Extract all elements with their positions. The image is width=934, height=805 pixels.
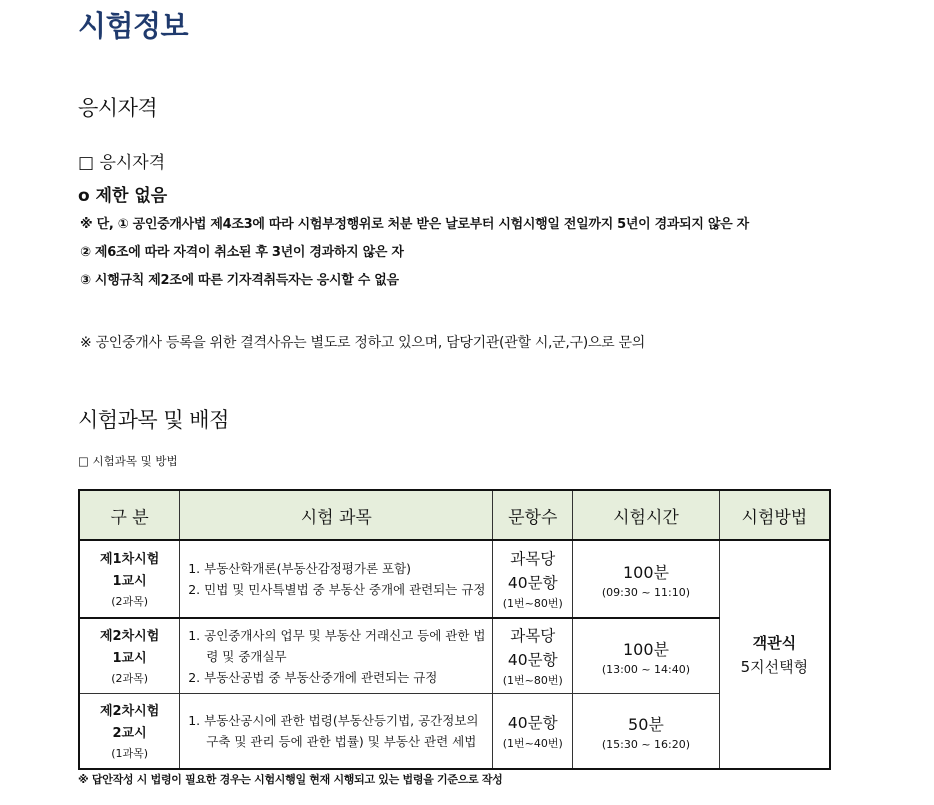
exam-time-cell	[573, 694, 720, 770]
table-row	[79, 694, 830, 770]
stage-label: 제2차시험	[99, 629, 160, 644]
subject-item: 2. 민법 및 민사특별법 중 부동산 중개에 관련되는 규정	[188, 582, 486, 597]
qualification-heading: 응시자격	[78, 96, 158, 120]
registration-note: ※ 공인중개사 등록을 위한 결격사유는 별도로 정하고 있으며, 담당기관(관할 시,군,구)으로 문의	[80, 335, 645, 351]
header-exam-method: 시험방법	[719, 490, 830, 540]
table-row	[79, 540, 830, 618]
subject-item: 1. 공인중개사의 업무 및 부동산 거래신고 등에 관한 법령 및 중개실무	[188, 627, 486, 664]
stage-cell	[79, 540, 180, 618]
exam-subjects-table	[78, 489, 831, 770]
time-range: (09:30 ~ 11:10)	[601, 585, 691, 599]
question-count-cell	[493, 540, 573, 618]
table-footnote: ※ 답안작성 시 법령이 필요한 경우는 시험시행일 현재 시행되고 있는 법령을 기준으로 작성	[78, 773, 503, 786]
page-title: 시험정보	[78, 9, 189, 43]
question-count-cell	[493, 694, 573, 770]
subjects-cell	[180, 540, 493, 618]
qualification-note-3: ③ 시행규칙 제2조에 따른 기자격취득자는 응시할 수 없음	[80, 273, 399, 288]
qualification-note-2: ② 제6조에 따라 자격이 취소된 후 3년이 경과하지 않은 자	[80, 245, 404, 260]
duration: 50분	[628, 714, 664, 734]
stage-label: 제2차시험	[99, 704, 160, 719]
table-row	[79, 618, 830, 694]
subjects-cell	[180, 694, 493, 770]
method-type: 객관식	[752, 633, 797, 652]
exam-method-cell	[719, 540, 830, 769]
header-category: 구 분	[79, 490, 180, 540]
subjects-cell	[180, 618, 493, 694]
subject-item: 1. 부동산학개론(부동산감정평가론 포함)	[188, 561, 412, 576]
period-label: 2교시	[112, 726, 147, 741]
table-header-row	[79, 490, 830, 540]
exam-time-cell	[573, 540, 720, 618]
exam-time-cell	[573, 618, 720, 694]
questions-range: (1번~80번)	[502, 597, 563, 610]
questions-per-subject: 과목당	[510, 627, 556, 645]
questions-range: (1번~40번)	[502, 737, 563, 750]
time-range: (15:30 ~ 16:20)	[601, 737, 691, 751]
questions-number: 40문항	[507, 651, 558, 669]
time-range: (13:00 ~ 14:40)	[601, 662, 691, 676]
subject-item: 1. 부동산공시에 관한 법령(부동산등기법, 공간정보의 구축 및 관리 등에 관한 법률) 및 부동산 관련 세법	[188, 713, 479, 749]
duration: 100분	[622, 562, 669, 582]
subject-count: (2과목)	[111, 672, 149, 685]
subject-item: 2. 부동산공법 중 부동산중개에 관련되는 규정	[188, 669, 438, 685]
questions-per-subject: 과목당	[510, 550, 556, 568]
qualification-condition: o 제한 없음	[78, 186, 168, 206]
stage-cell	[79, 694, 180, 770]
header-subjects: 시험 과목	[180, 490, 493, 540]
duration: 100분	[622, 639, 669, 659]
questions-number: 40문항	[507, 574, 558, 592]
header-question-count: 문항수	[493, 490, 573, 540]
stage-cell	[79, 618, 180, 694]
qualification-box-label: □ 응시자격	[78, 153, 166, 173]
subjects-box-label: □ 시험과목 및 방법	[78, 454, 178, 468]
question-count-cell	[493, 618, 573, 694]
questions-number: 40문항	[507, 714, 558, 732]
header-exam-time: 시험시간	[573, 490, 720, 540]
subject-count: (2과목)	[111, 595, 149, 608]
subjects-heading: 시험과목 및 배점	[78, 408, 229, 432]
method-format: 5지선택형	[740, 657, 809, 676]
questions-range: (1번~80번)	[502, 674, 563, 687]
period-label: 1교시	[112, 574, 147, 589]
qualification-note-1: ※ 단, ① 공인중개사법 제4조3에 따라 시험부정행위로 처분 받은 날로부터 시험시행일 전일까지 5년이 경과되지 않은 자	[80, 217, 749, 232]
period-label: 1교시	[112, 651, 147, 666]
stage-label: 제1차시험	[99, 552, 160, 567]
subject-count: (1과목)	[111, 747, 149, 760]
